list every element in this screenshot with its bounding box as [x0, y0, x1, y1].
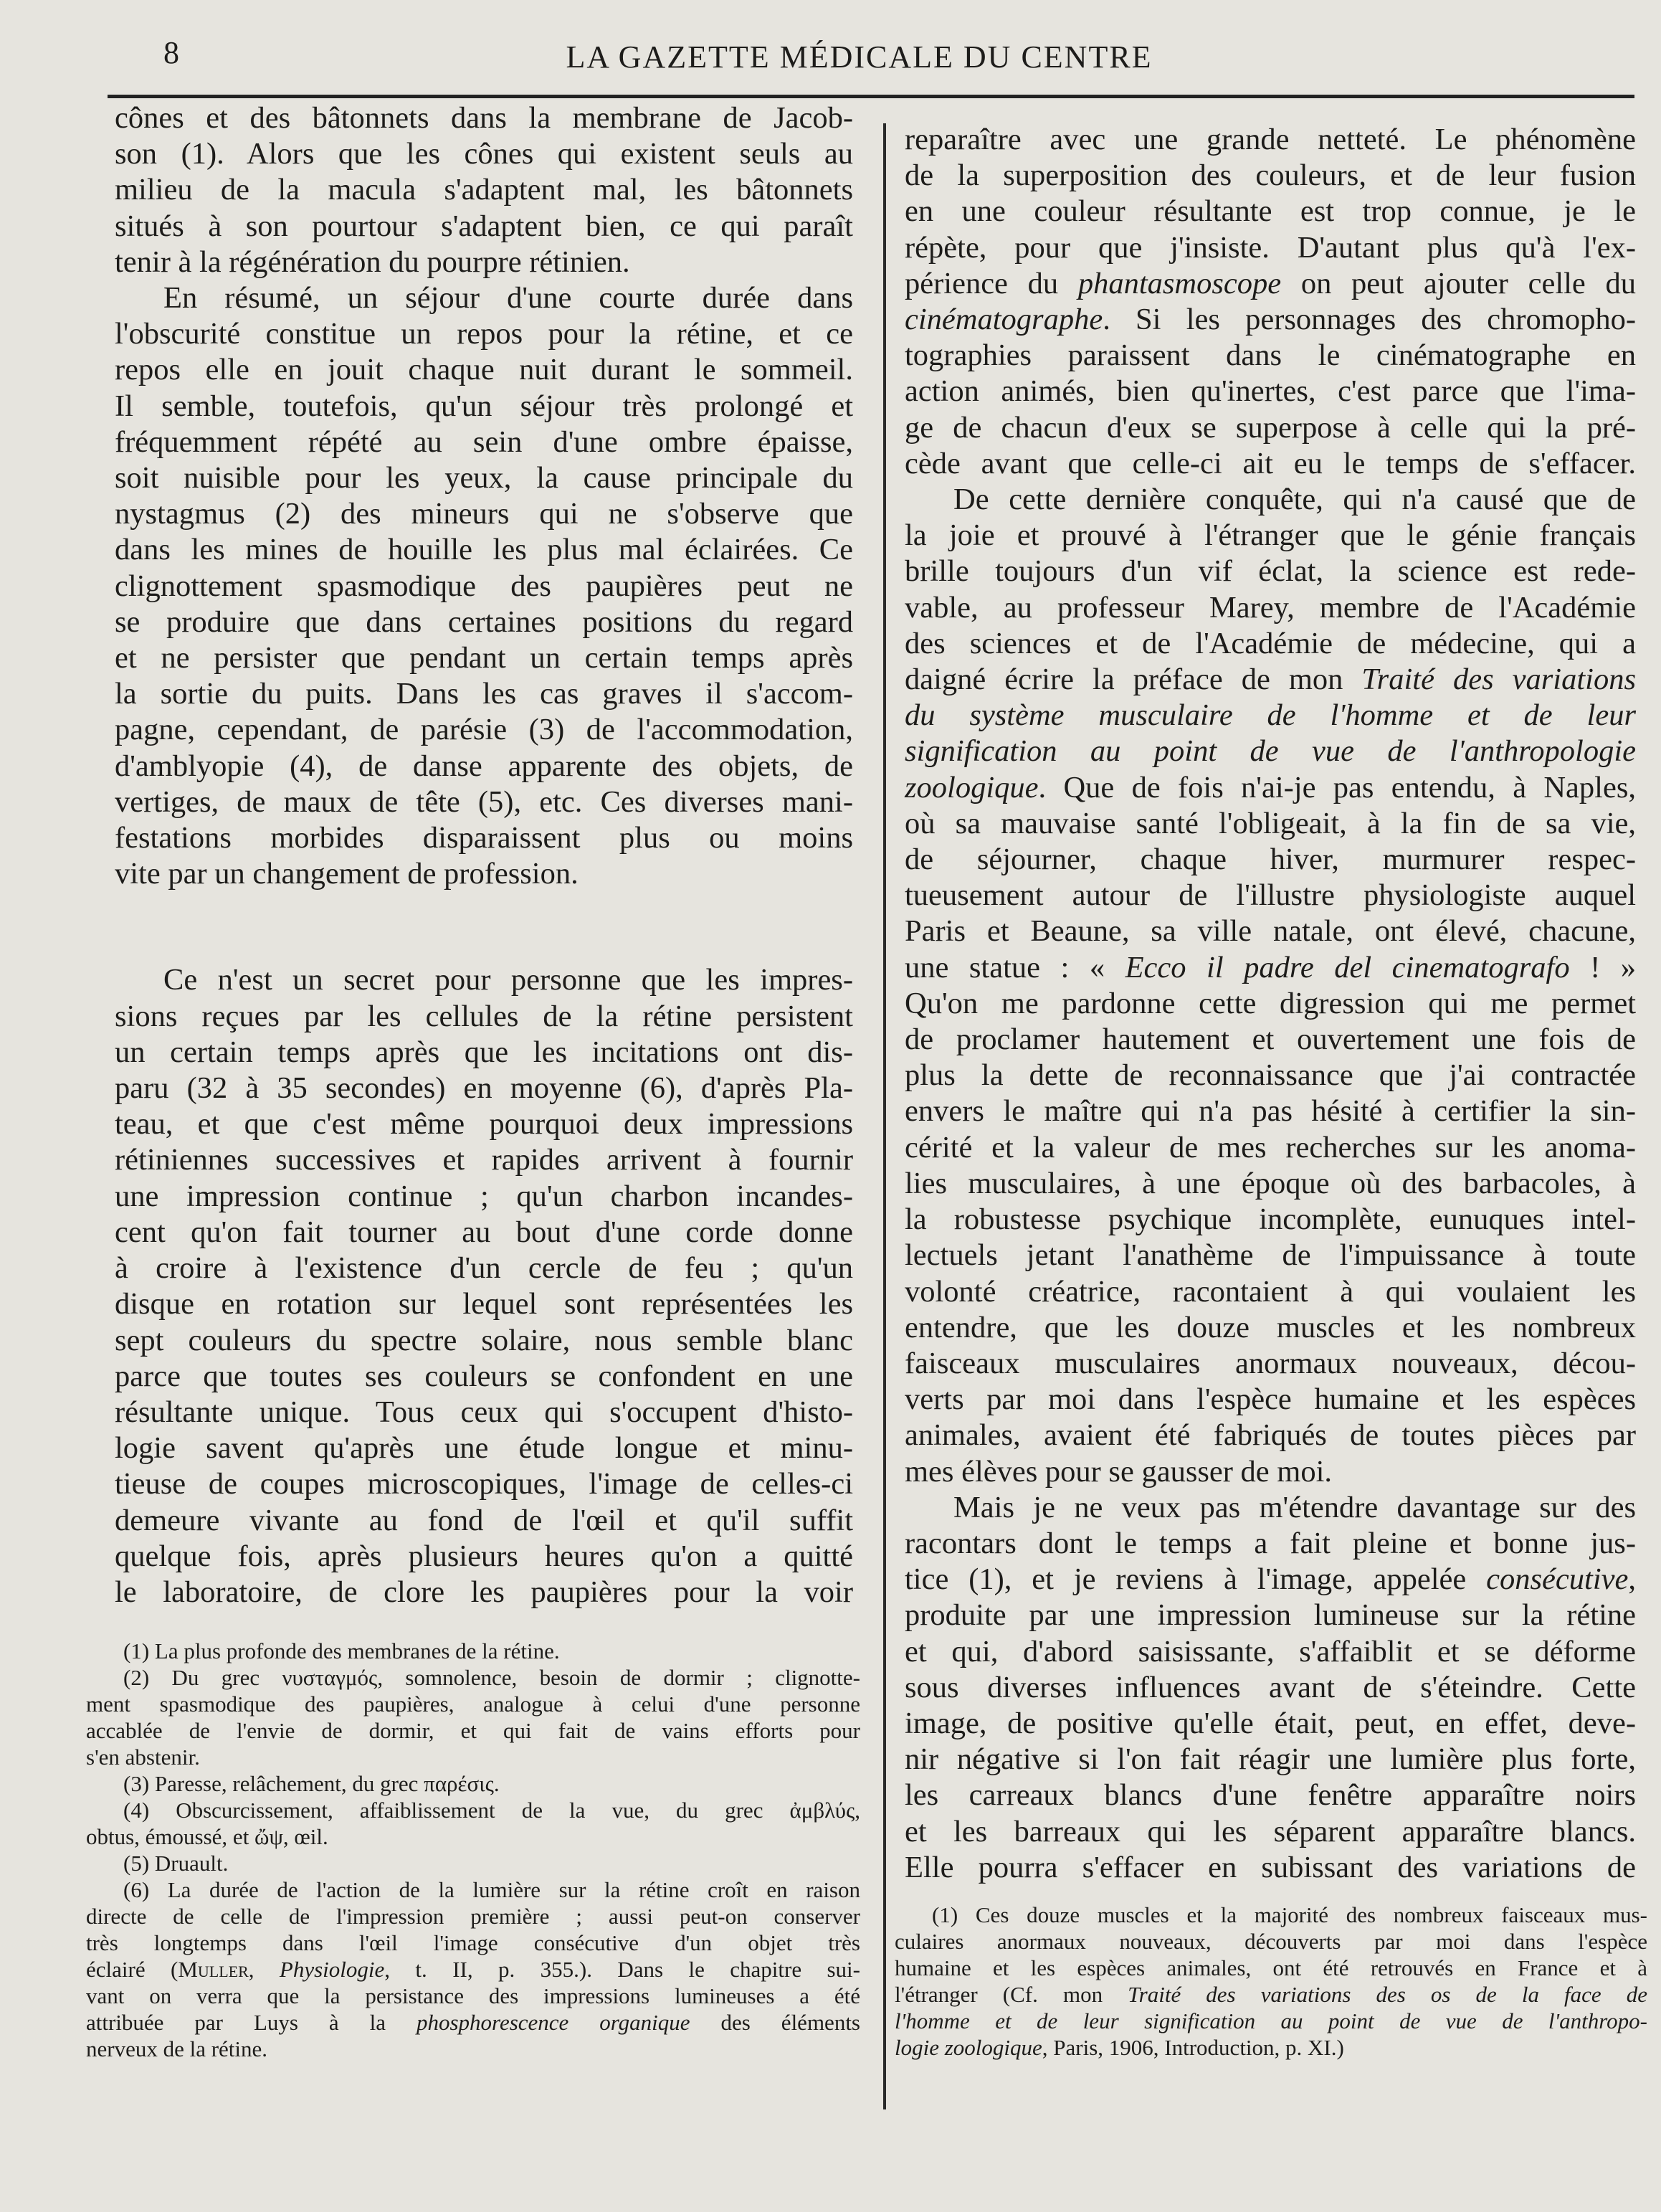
- text-line: rétiniennes successives et rapides arrivent à fournir: [115, 1143, 853, 1177]
- text-line: [905, 734, 1636, 769]
- text-line: le laboratoire, de clore les paupières pour la voir: [115, 1575, 853, 1609]
- text-line: tographies paraissent dans le cinématographe en: [905, 338, 1636, 373]
- footnote-4: [86, 1797, 860, 1850]
- text-line: [905, 770, 1636, 806]
- text-line: [905, 1562, 1636, 1598]
- text-line: une impression continue ; qu'un charbon incandes-: [115, 1179, 853, 1213]
- footnote-line: [895, 1981, 1647, 2008]
- text-line: [905, 302, 1636, 338]
- text-line: Ce n'est un secret pour personne que les impres-: [163, 963, 853, 997]
- text-line: En résumé, un séjour d'une courte durée dans: [163, 281, 853, 315]
- footnote-line: s'en abstenir.: [86, 1745, 200, 1770]
- text-line: nir négative si l'on fait réagir une lumière plus forte,: [905, 1742, 1636, 1777]
- text-line: faisceaux musculaires anormaux nouveaux, décou-: [905, 1346, 1636, 1380]
- text-line: volonté créatrice, racontaient à qui voulaient les: [905, 1274, 1636, 1309]
- left-paragraph-1: [115, 100, 853, 280]
- text-line: pagne, cependant, de parésie (3) de l'accommodation,: [115, 713, 853, 747]
- text-line: envers le maître qui n'a pas hésité à certifier la sin-: [905, 1094, 1636, 1129]
- text-line: la sortie du puits. Dans les cas graves il s'accom-: [115, 677, 853, 711]
- footnote-text: , Paris, 1906, Introduction, p. XI.): [1042, 2035, 1344, 2060]
- text-run: ,: [1628, 1562, 1636, 1597]
- text-line: soit nuisible pour les yeux, la cause principale du: [115, 461, 853, 495]
- footnote-line: accablée de l'envie de dormir, et qui fait de vains efforts pour: [86, 1718, 860, 1743]
- text-line: de séjourner, chaque hiver, murmurer respec-: [905, 842, 1636, 877]
- text-run: périence du: [905, 266, 1078, 300]
- text-line: et les barreaux qui les séparent apparaître blancs.: [905, 1814, 1636, 1848]
- text-line: et qui, d'abord saisissante, s'affaiblit et se déforme: [905, 1634, 1636, 1669]
- footnote-3: [86, 1770, 860, 1797]
- footnote-text: , t. II, p. 355.). Dans le chapitre sui-: [384, 1957, 860, 1982]
- text-line: demeure vivante au fond de l'œil et qu'il suffit: [115, 1503, 853, 1537]
- text-line: tueusement autour de l'illustre physiologiste auquel: [905, 878, 1636, 913]
- footnote-1: [86, 1638, 860, 1664]
- book-title: Traité des variations des os de la face de: [1128, 1982, 1647, 2007]
- text-run: . Que de fois n'ai-je pas entendu, à Naples,: [1038, 770, 1636, 804]
- text-line: [905, 266, 1636, 302]
- footnote-1-right: [895, 1902, 1647, 2061]
- footnote-line: très longtemps dans l'œil l'image consécutive d'un objet très: [86, 1930, 860, 1955]
- footnote-line: (1) La plus profonde des membranes de la rétine.: [123, 1638, 560, 1663]
- text-line: situés à son pourtour s'adaptent bien, ce qui paraît: [115, 209, 853, 243]
- emphasis-text: consécutive: [1486, 1562, 1629, 1597]
- right-footnotes: [895, 1902, 1647, 2061]
- footnote-line: (5) Druault.: [123, 1851, 229, 1876]
- text-line: des sciences et de l'Académie de médecine, qui a: [905, 626, 1636, 660]
- footnote-text: éclairé (: [86, 1957, 179, 1982]
- footnote-line: vant on verra que la persistance des impressions lumineuses a été: [86, 1983, 860, 2008]
- emphasis-text: cinématographe: [905, 303, 1103, 337]
- footnote-line: nerveux de la rétine.: [86, 2036, 268, 2061]
- text-line: cède avant que celle-ci ait eu le temps de s'effacer.: [905, 446, 1636, 480]
- author-name: Muller: [178, 1957, 249, 1982]
- text-line: tieuse de coupes microscopiques, l'image de celles-ci: [115, 1467, 853, 1501]
- footnote-text: des éléments: [690, 2010, 860, 2035]
- text-line: milieu de la macula s'adaptent mal, les bâtonnets: [115, 173, 853, 207]
- footnote-line: [86, 2009, 860, 2036]
- text-line: [905, 950, 1636, 986]
- footnote-5: [86, 1850, 860, 1876]
- text-line: Elle pourra s'effacer en subissant des variations de: [905, 1850, 1636, 1884]
- footnote-line: [86, 1956, 860, 1983]
- text-line: cent qu'on fait tourner au bout d'une corde donne: [115, 1215, 853, 1249]
- text-line: d'amblyopie (4), de danse apparente des objets, de: [115, 749, 853, 783]
- text-line: résultante unique. Tous ceux qui s'occupent d'histo-: [115, 1395, 853, 1429]
- text-line: [905, 698, 1636, 734]
- book-title: zoologique: [905, 770, 1039, 804]
- book-title: logie zoologique: [895, 2035, 1042, 2060]
- footnote-line: directe de celle de l'impression première ; aussi peut-on conserver: [86, 1904, 860, 1929]
- text-line: racontars dont le temps a fait pleine et bonne jus-: [905, 1526, 1636, 1560]
- text-line: lies musculaires, à une époque où des barbacoles, à: [905, 1166, 1636, 1200]
- text-line: sous diverses influences avant de s'éteindre. Cette: [905, 1670, 1636, 1704]
- text-line: [905, 662, 1636, 698]
- text-line: de la superposition des couleurs, et de leur fusion: [905, 158, 1636, 193]
- text-line: parce que toutes ses couleurs se confondent en une: [115, 1359, 853, 1393]
- text-line: Il semble, toutefois, qu'un séjour très prolongé et: [115, 389, 853, 423]
- footnote-line: (2) Du grec νυσταγμός, somnolence, besoin de dormir ; clignotte-: [123, 1665, 860, 1690]
- text-line: reparaître avec une grande netteté. Le phénomène: [905, 123, 1636, 156]
- text-line: Paris et Beaune, sa ville natale, ont élevé, chacune,: [905, 914, 1636, 949]
- footnote-line: (4) Obscurcissement, affaiblissement de la vue, du grec ἀμβλύς,: [123, 1798, 860, 1823]
- left-paragraph-2: [115, 280, 853, 892]
- text-run: une statue : «: [905, 950, 1125, 984]
- text-line: disque en rotation sur lequel sont représentées les: [115, 1287, 853, 1321]
- book-title: l'homme et de leur signification au point de vue de l'anthropo-: [895, 2008, 1647, 2033]
- text-line: la joie et prouvé à l'étranger que le génie français: [905, 518, 1636, 553]
- text-run: . Si les personnages des chromopho-: [1103, 303, 1636, 337]
- left-footnotes: [86, 1638, 860, 2062]
- emphasis-text: phantasmoscope: [1077, 266, 1282, 300]
- text-line: la robustesse psychique incomplète, eunuques intel-: [905, 1202, 1636, 1237]
- text-line: paru (32 à 35 secondes) en moyenne (6), d'après Pla-: [115, 1071, 853, 1106]
- right-paragraph-1: [905, 122, 1636, 482]
- text-line: sions reçues par les cellules de la rétine persistent: [115, 999, 853, 1033]
- text-line: De cette dernière conquête, qui n'a causé que de: [953, 483, 1636, 517]
- text-line: vable, au professeur Marey, membre de l'Académie: [905, 590, 1636, 625]
- footnote-line: (1) Ces douze muscles et la majorité des nombreux faisceaux mus-: [932, 1902, 1647, 1927]
- footnote-line: (6) La durée de l'action de la lumière sur la rétine croît en raison: [123, 1877, 860, 1902]
- book-title: signification au point de vue de l'anthropologie: [905, 734, 1636, 769]
- book-title: Physiologie: [279, 1957, 385, 1982]
- text-run: ! »: [1569, 950, 1636, 984]
- text-line: Mais je ne veux pas m'étendre davantage sur des: [953, 1490, 1636, 1524]
- footnote-6: [86, 1876, 860, 2062]
- section-gap: [115, 892, 853, 962]
- text-line: nystagmus (2) des mineurs qui ne s'observe que: [115, 497, 853, 531]
- left-paragraph-3: [115, 962, 853, 1610]
- text-line: vertiges, de maux de tête (5), etc. Ces diverses mani-: [115, 784, 853, 819]
- footnote-line: obtus, émoussé, et ὤψ, œil.: [86, 1824, 328, 1849]
- text-run: tice (1), et je reviens à l'image, appelée: [905, 1562, 1487, 1597]
- right-paragraph-3: [905, 1490, 1636, 1886]
- text-line: animales, avaient été fabriqués de toutes pièces par: [905, 1418, 1636, 1453]
- text-line: teau, et que c'est même pourquoi deux impressions: [115, 1107, 853, 1141]
- page-header: [0, 34, 1661, 77]
- text-line: repos elle en jouit chaque nuit durant le sommeil.: [115, 353, 853, 387]
- text-line: fréquemment répété au sein d'une ombre épaisse,: [115, 424, 853, 459]
- text-line: brille toujours d'un vif éclat, la science est rede-: [905, 554, 1636, 589]
- text-line: les carreaux blancs d'une fenêtre apparaître noirs: [905, 1778, 1636, 1813]
- text-line: où sa mauvaise santé l'obligeait, à la fin de sa vie,: [905, 806, 1636, 840]
- text-line: verts par moi dans l'espèce humaine et les espèces: [905, 1382, 1636, 1417]
- text-line: à croire à l'existence d'un cercle de feu ; qu'un: [115, 1251, 853, 1286]
- footnote-text: ,: [248, 1957, 280, 1982]
- text-line: répète, pour que j'insiste. D'autant plus qu'à l'ex-: [905, 230, 1636, 265]
- header-rule: [108, 95, 1634, 98]
- book-title: Traité des variations: [1361, 663, 1636, 697]
- text-line: l'obscurité constitue un repos pour la rétine, et ce: [115, 317, 853, 351]
- footnote-line: humaine et les espèces animales, ont été retrouvés en France et à: [895, 1955, 1647, 1980]
- text-line: produite par une impression lumineuse sur la rétine: [905, 1598, 1636, 1633]
- text-line: de proclamer hautement et ouvertement une fois de: [905, 1022, 1636, 1057]
- text-run: on peut ajouter celle du: [1281, 266, 1636, 300]
- text-line: entendre, que les douze muscles et les nombreux: [905, 1310, 1636, 1344]
- text-line: mes élèves pour se gausser de moi.: [905, 1454, 1333, 1489]
- text-line: tenir à la régénération du pourpre rétinien.: [115, 245, 630, 279]
- footnote-text: attribuée par Luys à la: [86, 2010, 417, 2035]
- text-line: cônes et des bâtonnets dans la membrane de Jacob-: [115, 101, 853, 135]
- emphasis-text: phosphorescence organique: [416, 2010, 690, 2035]
- quote-text: Ecco il padre del cinematografo: [1125, 950, 1570, 984]
- right-paragraph-2: [905, 482, 1636, 1490]
- text-line: image, de positive qu'elle était, peut, en effet, deve-: [905, 1706, 1636, 1740]
- text-line: son (1). Alors que les cônes qui existent seuls au: [115, 137, 853, 171]
- page-number: 8: [163, 35, 179, 70]
- text-line: un certain temps après que les incitations ont dis-: [115, 1035, 853, 1069]
- text-line: logie savent qu'après une étude longue et minu-: [115, 1431, 853, 1466]
- footnote-line: culaires anormaux nouveaux, découverts par moi dans l'espèce: [895, 1929, 1647, 1954]
- journal-title: LA GAZETTE MÉDICALE DU CENTRE: [566, 39, 1153, 75]
- right-column: [905, 122, 1636, 1886]
- left-column: [115, 100, 853, 1610]
- footnote-line: [895, 2008, 1647, 2034]
- footnote-line: (3) Paresse, relâchement, du grec παρέσις.: [123, 1771, 500, 1796]
- footnote-text: l'étranger (Cf. mon: [895, 1982, 1128, 2007]
- text-line: se produire que dans certaines positions du regard: [115, 604, 853, 639]
- text-run: daigné écrire la préface de mon: [905, 663, 1362, 697]
- text-line: sept couleurs du spectre solaire, nous semble blanc: [115, 1323, 853, 1357]
- book-title: du système musculaire de l'homme et de leur: [905, 698, 1636, 733]
- text-line: et ne persister que pendant un certain temps après: [115, 641, 853, 675]
- text-line: en une couleur résultante est trop connue, je le: [905, 194, 1636, 229]
- text-line: plus la dette de reconnaissance que j'ai contractée: [905, 1058, 1636, 1093]
- footnote-line: [895, 2034, 1647, 2061]
- text-line: quelque fois, après plusieurs heures qu'on a quitté: [115, 1539, 853, 1573]
- footnote-line: ment spasmodique des paupières, analogue à celui d'une personne: [86, 1691, 860, 1717]
- text-line: action animés, bien qu'inertes, c'est parce que l'ima-: [905, 374, 1636, 409]
- text-line: cérité et la valeur de mes recherches sur les anoma-: [905, 1130, 1636, 1164]
- column-divider: [883, 123, 886, 2109]
- text-line: festations morbides disparaissent plus ou moins: [115, 821, 853, 855]
- text-line: dans les mines de houille les plus mal éclairées. Ce: [115, 533, 853, 567]
- text-line: clignottement spasmodique des paupières peut ne: [115, 569, 853, 603]
- text-line: lectuels jetant l'anathème de l'impuissance à toute: [905, 1238, 1636, 1273]
- footnote-2: [86, 1664, 860, 1770]
- text-line: vite par un changement de profession.: [115, 857, 579, 891]
- text-line: Qu'on me pardonne cette digression qui me permet: [905, 986, 1636, 1020]
- text-line: ge de chacun d'eux se superpose à celle qui la pré-: [905, 410, 1636, 445]
